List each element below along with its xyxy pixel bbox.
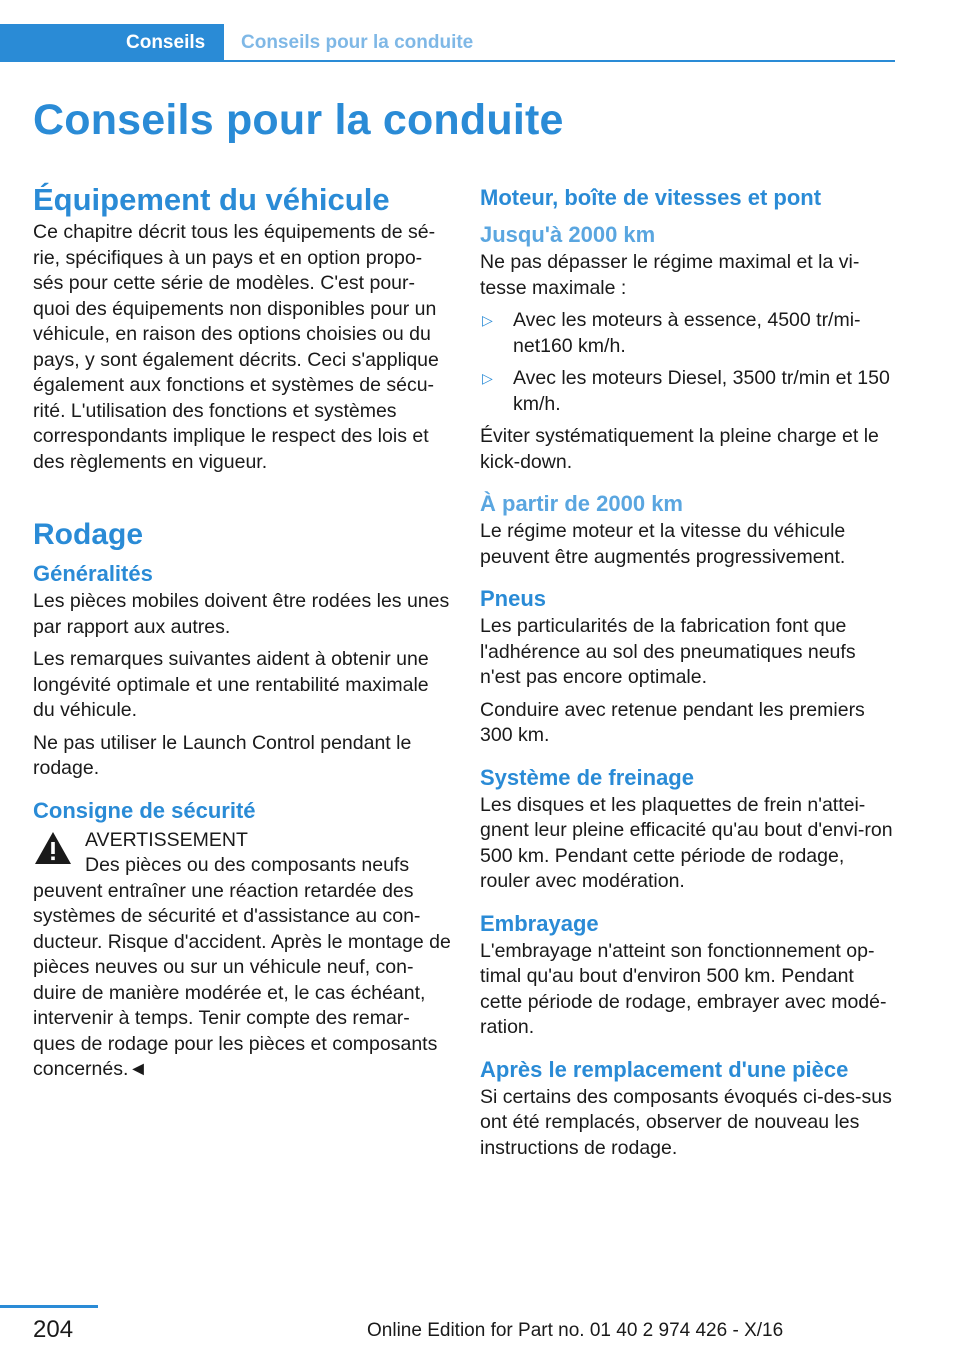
speed-limits-list bbox=[480, 308, 898, 417]
apres-text: Si certains des composants évoqués ci-des-sus ont été remplacés, observer de nouveau les instructions de rodage. bbox=[480, 1085, 892, 1159]
section-title-equipement: Équipement du véhicule bbox=[33, 182, 390, 217]
bullet-text-diesel: Avec les moteurs Diesel, 3500 tr/min et 150 km/h. bbox=[513, 367, 890, 415]
generalites-paragraph-1: Les pièces mobiles doivent être rodées les unes par rapport aux autres. bbox=[33, 590, 450, 638]
header-breadcrumb[interactable]: Conseils pour la conduite bbox=[241, 32, 474, 53]
subsection-title-securite: Consigne de sécurité bbox=[33, 797, 256, 823]
subsection-title-embrayage: Embrayage bbox=[480, 910, 599, 936]
edition-text: Online Edition for Part no. 01 40 2 974 426 - X/16 bbox=[367, 1320, 784, 1341]
page-header bbox=[0, 24, 895, 62]
left-column bbox=[33, 180, 451, 1090]
eviter-text: Éviter systématiquement la pleine charge et le kick-down. bbox=[480, 425, 879, 473]
pneus-paragraph-1: Les particularités de la fabrication font que l'adhérence au sol des pneumatiques neufs n'est pas encore optimale. bbox=[480, 615, 856, 688]
warning-text: Des pièces ou des composants neufs peuvent entraîner une réaction retardée des systèmes de sécurité et d'assistance au con-ducteur. Risque d'accident. Après le montage de pièces neuves ou sur un véhicule neuf, con-duire de manière modérée et, le cas échéant, intervenir à temps. Tenir compte des remar-ques de rodage pour les pièces et composants concernés.◄ bbox=[33, 854, 451, 1080]
pneus-paragraph-2: Conduire avec retenue pendant les premiers 300 km. bbox=[480, 698, 865, 746]
footer-rule bbox=[0, 1305, 98, 1308]
warning-label: AVERTISSEMENT bbox=[85, 828, 248, 851]
freinage-text: Les disques et les plaquettes de frein n'attei-gnent leur pleine efficacité qu'au bout d'envi-ron 500 km. Pendant cette période de rodage, rouler avec modération. bbox=[480, 793, 893, 892]
subsection-title-pneus: Pneus bbox=[480, 586, 547, 611]
header-rule bbox=[224, 60, 895, 62]
subsection-title-apartir: À partir de 2000 km bbox=[480, 491, 683, 516]
list-item bbox=[480, 366, 898, 417]
right-column bbox=[480, 180, 898, 1168]
warning-block bbox=[33, 828, 451, 854]
generalites-paragraph-2: Les remarques suivantes aident à obtenir une longévité optimale et une rentabilité maximale du véhicule. bbox=[33, 648, 429, 721]
bullet-text-essence: Avec les moteurs à essence, 4500 tr/mi-net160 km/h. bbox=[513, 309, 861, 357]
embrayage-text: L'embrayage n'atteint son fonctionnement op-timal qu'au bout d'environ 500 km. Pendant cette période de rodage, embrayer avec modé-ration. bbox=[480, 939, 887, 1038]
equipement-text: Ce chapitre décrit tous les équipements de sé-rie, spécifiques à un pays et en option propo-sés pour cette série de modèles. C'est pour-quoi des équipements non disponibles pour un véhicule, en raison des options choisies ou du pays, y sont également décrits. Ceci s'applique également aux fonctions et systèmes de sécu-rité. L'utilisation des fonctions et systèmes correspondants implique le respect des lois et des règlements en vigueur. bbox=[33, 221, 439, 473]
generalites-paragraph-3: Ne pas utiliser le Launch Control pendant le rodage. bbox=[33, 731, 412, 779]
list-item bbox=[480, 308, 898, 359]
warning-triangle-icon bbox=[33, 830, 73, 866]
header-tab-conseils[interactable]: Conseils bbox=[0, 24, 224, 62]
section-title-rodage: Rodage bbox=[33, 518, 144, 551]
page-title: Conseils pour la conduite bbox=[33, 96, 564, 144]
subsection-title-jusqua: Jusqu'à 2000 km bbox=[480, 222, 656, 247]
jusqua-text: Ne pas dépasser le régime maximal et la vi-tesse maximale : bbox=[480, 251, 860, 299]
subsection-title-freinage: Système de freinage bbox=[480, 764, 694, 790]
page-number: 204 bbox=[33, 1316, 74, 1343]
subsection-title-generalites: Généralités bbox=[33, 561, 153, 586]
section-title-moteur: Moteur, boîte de vitesses et pont bbox=[480, 185, 822, 210]
bullet-triangle-icon: ▷ bbox=[482, 312, 493, 328]
subsection-title-apres: Après le remplacement d'une pièce bbox=[480, 1056, 849, 1082]
bullet-triangle-icon: ▷ bbox=[482, 370, 493, 386]
apartir-text: Le régime moteur et la vitesse du véhicule peuvent être augmentés progressivement. bbox=[480, 520, 846, 568]
